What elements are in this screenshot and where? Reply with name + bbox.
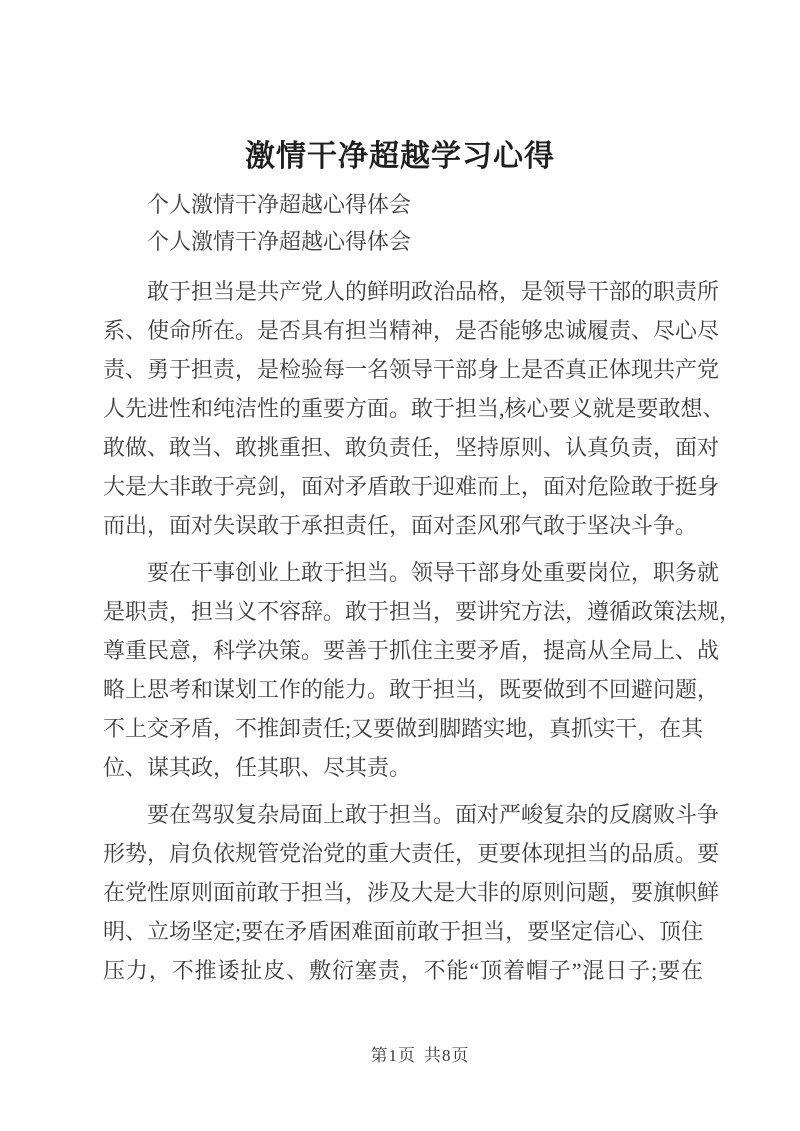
text-line: 在党性原则面前敢于担当，涉及大是大非的原则问题，要旗帜鲜 — [103, 880, 720, 905]
paragraph-block — [103, 272, 742, 990]
subtitle-line: 个人激情干净超越心得体会 — [147, 192, 412, 217]
text-line: 责、勇于担责，是检验每一名领导干部身上是否真正体现共产党 — [103, 357, 720, 382]
text-line: 不上交矛盾，不推卸责任;又要做到脚踏实地，真抓实干，在其 — [103, 716, 704, 741]
text-line: 敢于担当是共产党人的鲜明政治品格，是领导干部的职责所 — [147, 279, 720, 304]
page-footer — [20, 1041, 800, 1066]
text-line: 尊重民意，科学决策。要善于抓住主要矛盾，提高从全局上、战 — [103, 638, 720, 663]
text-line: 要在干事创业上敢于担当。领导干部身处重要岗位，职务就 — [147, 560, 720, 585]
text-line: 大是大非敢于亮剑，面对矛盾敢于迎难而上，面对危险敢于挺身 — [103, 474, 720, 499]
subtitle-block — [103, 186, 703, 260]
paragraph — [103, 795, 720, 990]
text-line: 而出，面对失误敢于承担责任，面对歪风邪气敢于坚决斗争。 — [103, 513, 698, 538]
subtitle-line: 个人激情干净超越心得体会 — [147, 229, 412, 254]
text-line: 位、谋其政，任其职、尽其责。 — [103, 755, 412, 780]
page-number-label: 第1页 — [370, 1046, 416, 1065]
document-content — [103, 186, 742, 998]
text-line: 人先进性和纯洁性的重要方面。敢于担当,核心要义就是要敢想、 — [103, 396, 725, 421]
text-line: 形势，肩负依规管党治党的重大责任，更要体现担当的品质。要 — [103, 841, 720, 866]
text-line: 略上思考和谋划工作的能力。敢于担当，既要做到不回避问题， — [103, 677, 720, 702]
paragraph — [103, 553, 742, 787]
text-line: 是职责，担当义不容辞。敢于担当，要讲究方法，遵循政策法规， — [103, 599, 742, 624]
document-title: 激情干净超越学习心得 — [245, 140, 555, 173]
text-line: 要在驾驭复杂局面上敢于担当。面对严峻复杂的反腐败斗争 — [147, 802, 720, 827]
text-line: 压力，不推诿扯皮、敷衍塞责，不能“顶着帽子”混日子;要在 — [103, 958, 703, 983]
text-line: 敢做、敢当、敢挑重担、敢负责任，坚持原则、认真负责，面对 — [103, 435, 720, 460]
page-total-label: 共8页 — [424, 1046, 470, 1065]
text-line: 明、立场坚定;要在矛盾困难面前敢于担当，要坚定信心、顶住 — [103, 919, 704, 944]
paragraph — [103, 272, 725, 545]
text-line: 系、使命所在。是否具有担当精神，是否能够忠诚履责、尽心尽 — [103, 318, 720, 343]
